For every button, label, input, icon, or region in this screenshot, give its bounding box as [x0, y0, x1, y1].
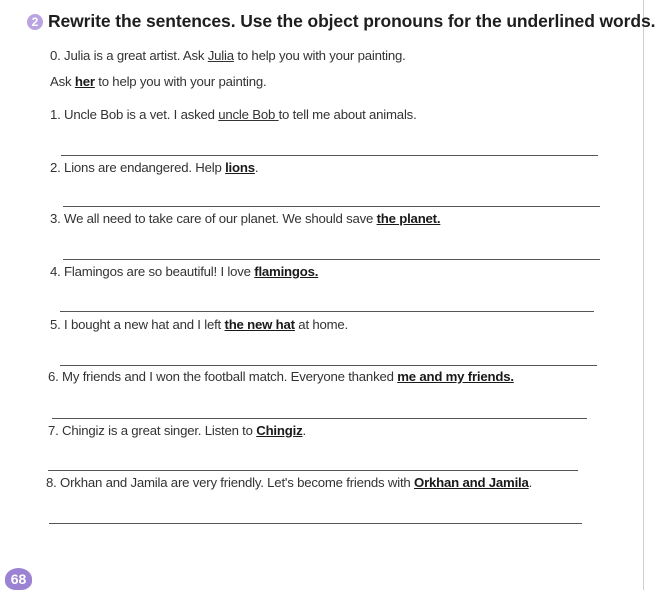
- sentence-2: [50, 160, 258, 175]
- text: Ask: [50, 74, 75, 89]
- underlined-word: Chingiz: [256, 423, 303, 438]
- answer-line-8[interactable]: [49, 523, 582, 524]
- text: 7. Chingiz is a great singer. Listen to: [48, 423, 257, 438]
- answer-line-1[interactable]: [61, 155, 598, 156]
- text: 1. Uncle Bob is a vet. I asked: [50, 107, 219, 122]
- example-answer: [50, 74, 267, 89]
- answer-line-2[interactable]: [63, 206, 600, 207]
- underlined-word: Orkhan and Jamila: [414, 475, 529, 490]
- exercise-header: [27, 11, 655, 32]
- sentence-3: [50, 211, 440, 226]
- underlined-word: the planet.: [376, 211, 441, 226]
- text: 3. We all need to take care of our planet. We should save: [50, 211, 377, 226]
- page-number: 68: [5, 568, 32, 590]
- underlined-word: uncle Bob: [218, 107, 279, 122]
- answer-line-4[interactable]: [60, 311, 594, 312]
- underlined-word: Julia: [207, 48, 234, 63]
- text: 6. My friends and I won the football match. Everyone thanked: [48, 369, 398, 384]
- sentence-4: [50, 264, 318, 279]
- exercise-number-badge: 2: [27, 14, 43, 30]
- answer-line-3[interactable]: [63, 259, 600, 260]
- answer-line-5[interactable]: [60, 365, 597, 366]
- pronoun-answer: her: [74, 74, 95, 89]
- page-edge: [643, 0, 644, 590]
- text: .: [302, 423, 306, 438]
- answer-line-7[interactable]: [48, 470, 578, 471]
- underlined-word: the new hat: [224, 317, 295, 332]
- text: 0. Julia is a great artist. Ask: [50, 48, 208, 63]
- sentence-8: [46, 475, 532, 490]
- text: to help you with your painting.: [94, 74, 267, 89]
- sentence-5: [50, 317, 348, 332]
- exercise-title: Rewrite the sentences. Use the object pronouns for the underlined words.: [48, 11, 656, 31]
- text: .: [528, 475, 533, 490]
- text: 4. Flamingos are so beautiful! I love: [50, 264, 255, 279]
- example-prompt: [50, 48, 406, 63]
- sentence-7: [48, 423, 306, 438]
- text: to tell me about animals.: [278, 107, 417, 122]
- underlined-word: flamingos.: [254, 264, 319, 279]
- sentence-6: [48, 369, 514, 384]
- text: 2. Lions are endangered. Help: [50, 160, 226, 175]
- text: 5. I bought a new hat and I left: [50, 317, 225, 332]
- text: at home.: [294, 317, 349, 332]
- text: .: [254, 160, 259, 175]
- sentence-1: [50, 107, 417, 122]
- text: to help you with your painting.: [233, 48, 406, 63]
- underlined-word: me and my friends.: [397, 369, 514, 384]
- answer-line-6[interactable]: [52, 418, 587, 419]
- underlined-word: lions: [225, 160, 255, 175]
- text: 8. Orkhan and Jamila are very friendly. Let's become friends with: [46, 475, 415, 490]
